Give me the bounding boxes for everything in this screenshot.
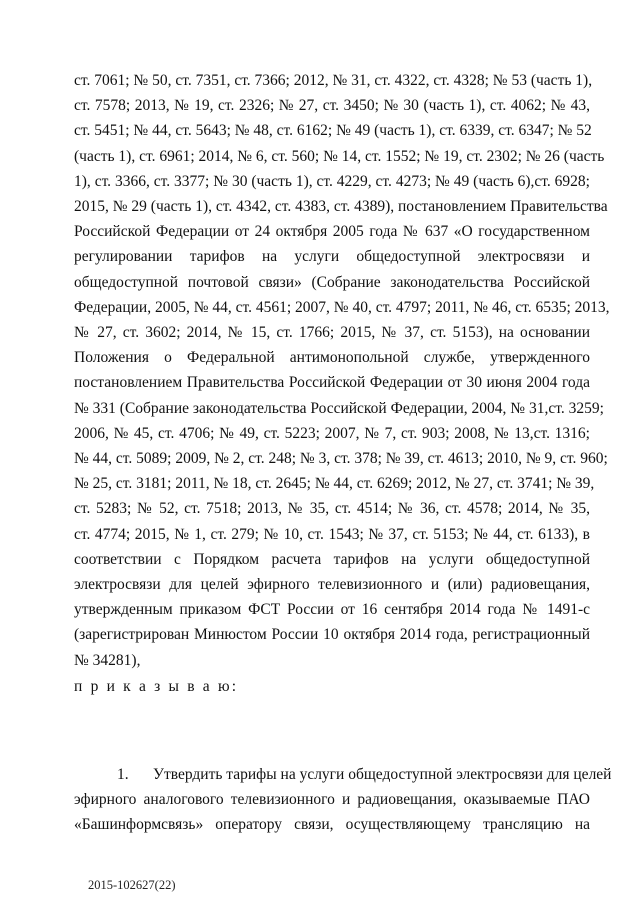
item-line: «Башинформсвязь» оператору связи, осуществляющему трансляцию на bbox=[74, 816, 590, 834]
text-line: общедоступной почтовой связи» (Собрание законодательства Российской bbox=[74, 273, 590, 291]
text-line: постановлением Правительства Российской Федерации от 30 июня 2004 года bbox=[74, 374, 590, 392]
order-word: п р и к а з ы в а ю: bbox=[74, 677, 239, 695]
text-line: ст. 5283; № 52, ст. 7518; 2013, № 35, ст. 4514; № 36, ст. 4578; 2014, № 35, bbox=[74, 500, 590, 518]
item-number: 1. bbox=[117, 766, 129, 783]
text-line: Положения о Федеральной антимонопольной службе, утвержденного bbox=[74, 349, 590, 367]
text-line: № 25, ст. 3181; 2011, № 18, ст. 2645; № 44, ст. 6269; 2012, № 27, ст. 3741; № 39, bbox=[74, 475, 595, 493]
text-line: соответствии с Порядком расчета тарифов на услуги общедоступной bbox=[74, 550, 590, 568]
text-line: регулировании тарифов на услуги общедоступной электросвязи и bbox=[74, 248, 590, 266]
text-line: электросвязи для целей эфирного телевизионного и (или) радиовещания, bbox=[74, 576, 590, 594]
text-line: ст. 7578; 2013, № 19, ст. 2326; № 27, ст. 3450; № 30 (часть 1), ст. 4062; № 43, bbox=[74, 97, 590, 115]
item-line: эфирного аналогового телевизионного и радиовещания, оказываемые ПАО bbox=[74, 791, 590, 809]
document-code: 2015-102627(22) bbox=[88, 878, 176, 892]
main-paragraph bbox=[74, 68, 610, 699]
text-line: (зарегистрирован Минюстом России 10 октября 2014 года, регистрационный bbox=[74, 626, 590, 644]
text-line: № 34281), bbox=[74, 651, 141, 669]
order-item-1 bbox=[74, 762, 612, 838]
text-line: № 44, ст. 5089; 2009, № 2, ст. 248; № 3, ст. 378; № 39, ст. 4613; 2010, № 9, ст. 960; bbox=[74, 450, 608, 468]
text-line: № 27, ст. 3602; 2014, № 15, ст. 1766; 2015, № 37, ст. 5153), на основании bbox=[74, 324, 590, 342]
text-line: 1), ст. 3366, ст. 3377; № 30 (часть 1), ст. 4229, ст. 4273; № 49 (часть 6),ст. 6928; bbox=[74, 172, 590, 190]
text-line: ст. 5451; № 44, ст. 5643; № 48, ст. 6162; № 49 (часть 1), ст. 6339, ст. 6347; № 52 bbox=[74, 122, 592, 140]
item-text: Утвердить тарифы на услуги общедоступной электросвязи для целей bbox=[153, 766, 612, 783]
item-first-line bbox=[74, 762, 612, 787]
text-line: (часть 1), ст. 6961; 2014, № 6, ст. 560; № 14, ст. 1552; № 19, ст. 2302; № 26 (часть bbox=[74, 147, 605, 165]
text-line: Федерации, 2005, № 44, ст. 4561; 2007, № 40, ст. 4797; 2011, № 46, ст. 6535; 2013, bbox=[74, 298, 610, 316]
text-line: 2015, № 29 (часть 1), ст. 4342, ст. 4383, ст. 4389), постановлением Правительства bbox=[74, 198, 608, 216]
text-line: 2006, № 45, ст. 4706; № 49, ст. 5223; 2007, № 7, ст. 903; 2008, № 13,ст. 1316; bbox=[74, 424, 590, 442]
text-line: утвержденным приказом ФСТ России от 16 сентября 2014 года № 1491-с bbox=[74, 601, 590, 619]
text-line: Российской Федерации от 24 октября 2005 года № 637 «О государственном bbox=[74, 223, 590, 241]
text-line: № 331 (Собрание законодательства Российской Федерации, 2004, № 31,ст. 3259; bbox=[74, 399, 604, 417]
text-line: ст. 4774; 2015, № 1, ст. 279; № 10, ст. 1543; № 37, ст. 5153; № 44, ст. 6133), в bbox=[74, 525, 590, 543]
text-line: ст. 7061; № 50, ст. 7351, ст. 7366; 2012, № 31, ст. 4322, ст. 4328; № 53 (часть 1), bbox=[74, 72, 593, 89]
